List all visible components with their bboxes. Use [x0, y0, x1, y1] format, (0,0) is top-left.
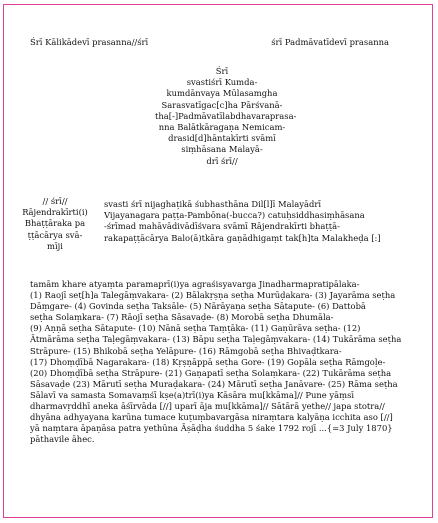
header-left-invocation: Śrī Kālikādevī prasanna//śrī	[30, 37, 149, 47]
address-line: Vijayanagara paṭṭa-Pambōna(-bucca?) catuḥsiddhasiṃhāsana	[104, 210, 365, 221]
body-line: (17) Dhoṃḍībā Nagarakara- (18) Kṛṣṇāppā seṭha Gore- (19) Gopāla seṭha Rāmgoḷe-	[30, 356, 386, 367]
invocation-line: Sarasvatīgac[c]ha Pārśvanā-	[161, 99, 283, 110]
seal-line: mīji	[47, 240, 63, 251]
invocation-line: kumdānvaya Mūlasamgha	[166, 88, 278, 99]
seal-line: Bhaṭṭāraka pa	[24, 218, 86, 229]
seal-inscription	[14, 196, 96, 252]
body-line: (9) Aṇṇā seṭha Sātapute- (10) Nānā seṭha Taṃṭāka- (11) Gaṇūrāva seṭha- (12)	[30, 323, 361, 334]
header-right-invocation: śrī Padmāvatīdevī prasanna	[271, 37, 389, 47]
seal-line: // śrī//	[42, 196, 68, 206]
body-line: (20) Dhoṃḍībā seṭha Strāpure- (21) Gaṇapatī seṭha Solaṃkara- (22) Tukārāma seṭha	[30, 367, 392, 378]
invocation-line: svastiśrī Kumda-	[186, 77, 258, 88]
address-line: rakapaṭṭācārya Balo(ā)tkāra gaṇādhigaṃt tak[h]ta Malakheḍa [:]	[104, 232, 381, 243]
body-line: yā naṃtara āpaṇāsa patra yethūna Āṣāḍha śuddha 5 śake 1792 rojī ...{=3 July 1870}	[30, 423, 393, 434]
central-invocation	[155, 66, 297, 167]
invocation-line: drī śrī//	[206, 155, 238, 166]
seal-line: ṭṭācārya svā-	[27, 229, 83, 240]
body-line: Strāpure- (15) Bhikobā seṭha Yelāpure- (16) Rāmgobā seṭha Bhivaḍtkara-	[30, 345, 342, 356]
body-line: seṭha Solaṃkara- (7) Rāojī seṭha Sāsavaḍe- (8) Morobā seṭha Dhumāla-	[30, 312, 334, 323]
address-line: -śrīmad mahāvādivādīśvara svāmī Rājendrakīrti bhaṭṭā-	[104, 221, 340, 232]
letter-body	[30, 279, 401, 445]
body-line: Sāsavaḍe (23) Mārutī seṭha Muraḍakara- (24) Mārutī seṭha Janāvare- (25) Rāma seṭha	[30, 378, 398, 389]
invocation-line: siṃhāsana Malayā-	[181, 144, 263, 155]
invocation-line: nna Balātkāragaṇa Nemicam-	[158, 122, 286, 133]
sender-address	[104, 199, 381, 244]
body-line: dharmavṛddhī aneka āśīrvāda [//] uparī āja mu[kkāma]// Sātārā yethe// japa stotra//	[30, 401, 385, 412]
body-line: Sālavī va samasta Somavaṃśī kṣe(a)trī(i)ya Kāsāra mu[kkāma]// Pune yāṃsī	[30, 389, 355, 400]
body-line: tamām khare atyaṃta paramaprī(i)ya agraśisyavarga Jinadharmapratipālaka-	[30, 279, 360, 289]
body-line: pāthavile āhec.	[30, 434, 95, 445]
invocation-line: drasid[d]hāntakīrti svāmī	[168, 133, 276, 144]
invocation-line: Śrī	[215, 66, 229, 76]
body-line: Dāṃgare- (4) Govinda seṭha Taksāle- (5) Nārāyaṇa seṭha Sātapute- (6) Dattobā	[30, 301, 366, 312]
invocation-line: tha[-]Padmāvatīlabdhavaraprasa-	[155, 110, 297, 121]
body-line: (1) Raojī seṭ[h]a Talegāṃvakara- (2) Bālakṛṣṇa seṭha Murūḍakara- (3) Jayarāma seṭha	[30, 290, 396, 301]
body-line: Ātmārāma seṭha Taḷegāṃvakara- (13) Bāpu seṭha Taḷegāṃvakara- (14) Tukārāma seṭha	[30, 334, 402, 345]
body-line: dhyāna adhyayana karūna tumace kuṭuṃbavargāsa niraṃtara kalyāṇa icchita aso [//]	[30, 412, 393, 423]
address-line: svasti śrī nijaghaṭikā śubhasthāna Dil[l]ī Malayādrī	[104, 199, 322, 209]
seal-line: Rājendrakīrti(i)	[22, 207, 88, 218]
